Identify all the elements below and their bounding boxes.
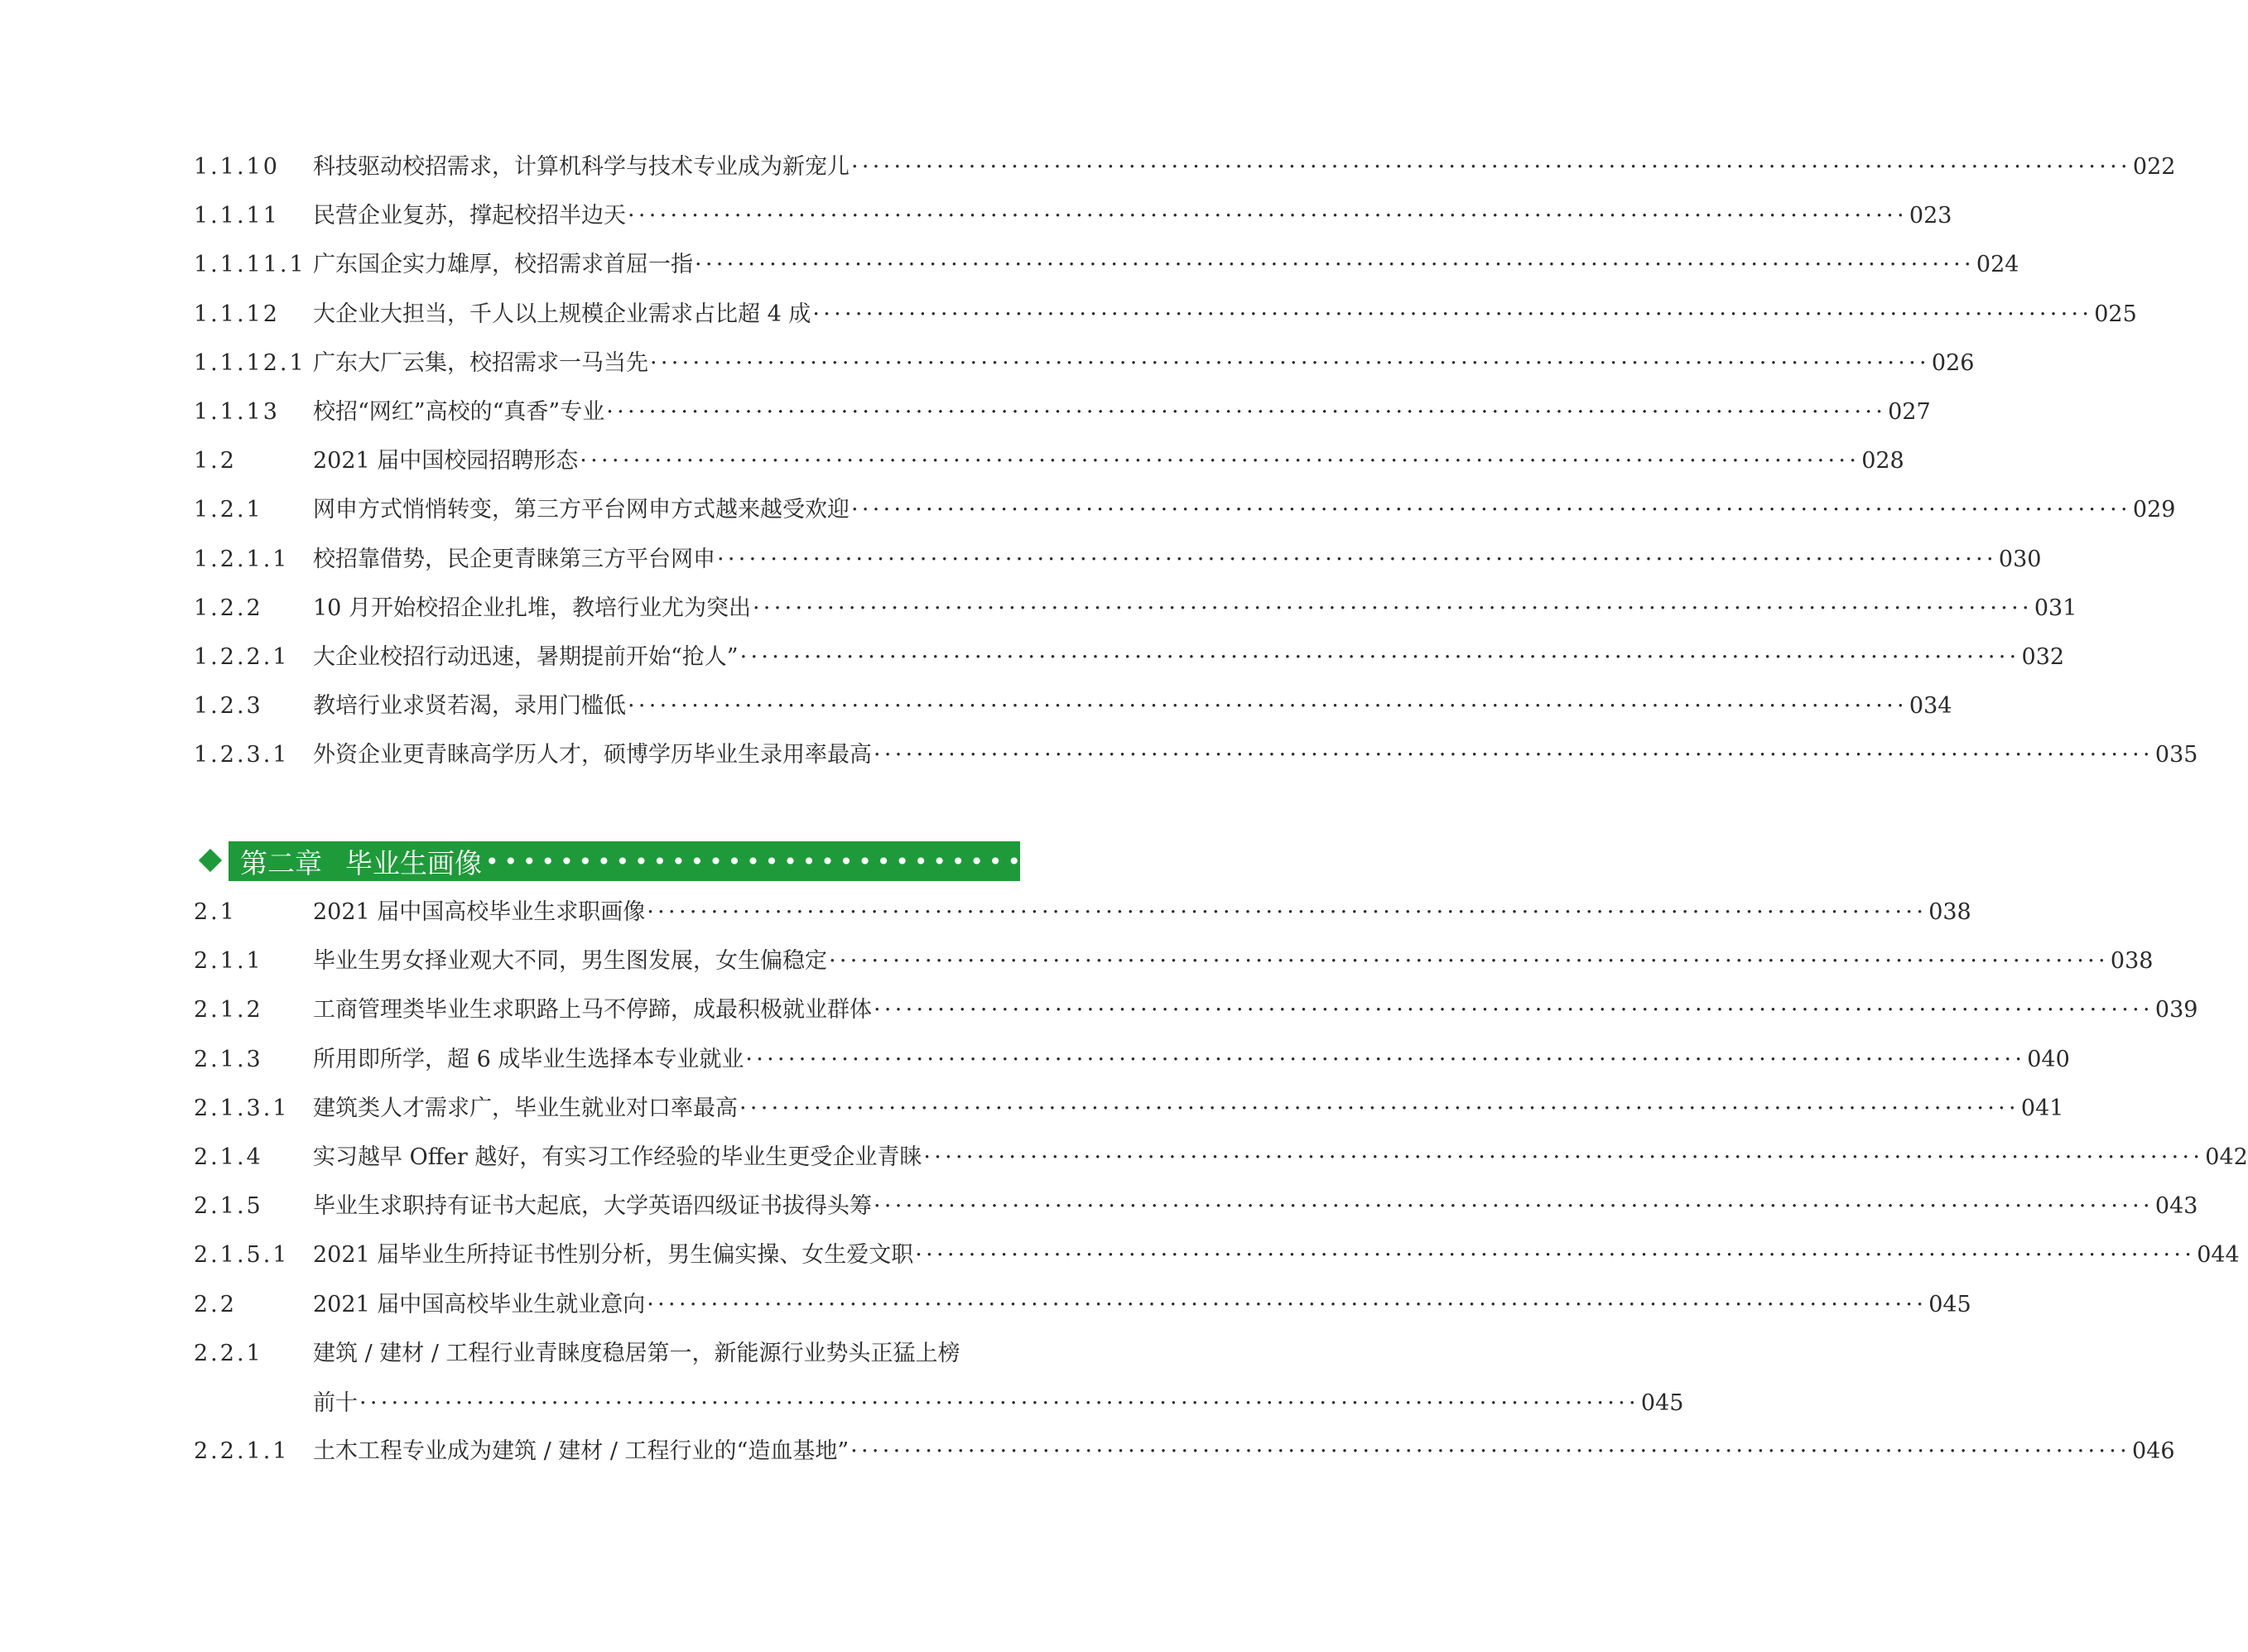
toc-dot-leader: ························································································································ <box>752 595 2033 621</box>
toc-entry-page: 041 <box>2020 1096 2064 1121</box>
toc-dot-leader: ························································································································ <box>647 1292 1928 1317</box>
toc-entry-continuation-line <box>313 1379 1684 1428</box>
toc-entry-title: 校招“网红”高校的“真香”专业 <box>313 399 605 425</box>
toc-entry[interactable] <box>0 730 2198 780</box>
toc-entry-number: 2.1.1 <box>194 948 263 974</box>
toc-entry-page: 045 <box>1640 1390 1684 1416</box>
toc-entry-line <box>313 388 1931 437</box>
toc-entry-line <box>313 584 2077 633</box>
toc-dot-leader: ························································································································ <box>580 448 1860 474</box>
toc-entry-number: 2.2.1.1 <box>194 1438 290 1464</box>
toc-entry-page: 043 <box>2154 1193 2198 1219</box>
toc-entry[interactable] <box>0 633 2065 682</box>
toc-entry-line <box>313 535 2042 585</box>
toc-entry[interactable] <box>0 1427 2175 1476</box>
toc-dot-leader: ························································································································ <box>851 497 2131 523</box>
toc-entry-title: 大企业大担当，千人以上规模企业需求占比超 4 成 <box>313 301 811 327</box>
toc-entry-line <box>313 985 2198 1035</box>
toc-entry-title: 实习越早 Offer 越好，有实习工作经验的毕业生更受企业青睐 <box>313 1144 922 1170</box>
toc-dot-leader: ························································································································ <box>850 1438 2131 1464</box>
toc-dot-leader: ························································································································ <box>650 350 1930 376</box>
toc-entry-line <box>313 1035 2070 1085</box>
toc-entry-page: 023 <box>1909 203 1952 229</box>
toc-entry[interactable] <box>0 682 1952 731</box>
toc-entry-title: 工商管理类毕业生求职路上马不停蹄，成最积极就业群体 <box>313 997 872 1023</box>
toc-entry[interactable] <box>0 240 2019 290</box>
toc-entry[interactable] <box>0 191 1952 241</box>
toc-dot-leader: ························································································································ <box>606 399 1887 425</box>
toc-dot-leader: ························································································································ <box>812 301 2093 327</box>
toc-entry-number: 1.1.11 <box>194 203 280 229</box>
toc-entry-line <box>313 1280 1971 1330</box>
toc-entry[interactable] <box>0 1231 2240 1280</box>
toc-entry-title: 2021 届毕业生所持证书性别分析，男生偏实操、女生爱文职 <box>313 1242 914 1268</box>
toc-entry-page: 022 <box>2132 154 2176 180</box>
toc-entry-line <box>313 436 1904 486</box>
toc-entry[interactable] <box>0 339 1975 388</box>
toc-entry-page: 045 <box>1928 1292 1971 1317</box>
toc-entry-number: 1.1.11.1 <box>194 252 306 277</box>
toc-entry-page: 027 <box>1888 399 1931 425</box>
toc-entry[interactable] <box>0 1035 2070 1085</box>
toc-entry-title: 毕业生男女择业观大不同，男生图发展，女生偏稳定 <box>313 948 827 974</box>
toc-entry-page: 034 <box>1909 693 1952 719</box>
toc-entry-title: 广东国企实力雄厚，校招需求首屈一指 <box>313 252 693 277</box>
toc-entry-page: 029 <box>2132 497 2176 523</box>
toc-entry-line <box>313 633 2065 682</box>
toc-entry-number: 1.2.2 <box>194 595 263 621</box>
toc-entry[interactable] <box>0 1133 2248 1182</box>
toc-dot-leader: ························································································································ <box>745 1047 2026 1072</box>
toc-entry-title: 土木工程专业成为建筑 / 建材 / 工程行业的“造血基地” <box>313 1438 850 1464</box>
toc-entry-line <box>313 937 2154 986</box>
toc-dot-leader: ························································································································ <box>628 693 1908 719</box>
toc-dot-leader: ························································································································ <box>717 547 1997 572</box>
toc-entry[interactable] <box>0 1182 2198 1231</box>
toc-entry-title: 建筑 / 建材 / 工程行业青睐度稳居第一，新能源行业势头正猛上榜 <box>313 1341 960 1366</box>
toc-entry-title: 2021 届中国高校毕业生就业意向 <box>313 1292 646 1317</box>
toc-entry-number: 2.2.1 <box>194 1341 263 1366</box>
toc-entry-title: 网申方式悄悄转变，第三方平台网申方式越来越受欢迎 <box>313 497 850 523</box>
toc-entry-number: 2.2 <box>194 1292 237 1317</box>
chapter-dot-leader: •••••••••••••••••••••••••••••••••••••••••••••••••••••••••••• <box>485 847 1604 875</box>
toc-entry-number: 1.2.3 <box>194 693 263 719</box>
toc-entry-number: 1.2 <box>194 448 237 474</box>
toc-entry-line <box>313 1182 2198 1231</box>
toc-entry-page: 035 <box>2154 742 2198 768</box>
toc-entry-number: 2.1.4 <box>194 1144 263 1170</box>
toc-entry[interactable] <box>0 1329 1684 1416</box>
chapter-bar <box>229 841 1659 881</box>
toc-entry-number: 1.2.1 <box>194 497 263 523</box>
toc-entry-number: 1.2.2.1 <box>194 644 290 670</box>
toc-entry-number: 1.1.10 <box>194 154 280 180</box>
toc-entry[interactable] <box>0 1084 2064 1134</box>
toc-entry-line <box>313 339 1975 388</box>
toc-entry-page: 039 <box>2154 997 2198 1023</box>
toc-dot-leader: ························································································································ <box>628 203 1908 229</box>
toc-dot-leader: ························································································································ <box>915 1242 2196 1268</box>
toc-entry-number: 2.1.5.1 <box>194 1242 290 1268</box>
toc-entry[interactable] <box>0 985 2198 1035</box>
toc-dot-leader: ························································································································ <box>647 899 1928 925</box>
toc-entry[interactable] <box>0 1280 1971 1330</box>
toc-entry-line <box>313 191 1952 241</box>
toc-entry-number: 1.1.13 <box>194 399 280 425</box>
toc-entry-page: 026 <box>1931 350 1975 376</box>
toc-entry-number: 1.2.1.1 <box>194 547 290 572</box>
toc-entry-line <box>313 730 2198 780</box>
toc-dot-leader: ························································································································ <box>851 154 2131 180</box>
toc-entry-title: 10 月开始校招企业扎堆，教培行业尤为突出 <box>313 595 751 621</box>
toc-entry-page: 028 <box>1861 448 1904 474</box>
chapter-page-number: 037 <box>1606 845 1659 878</box>
toc-entry-line <box>313 1084 2064 1134</box>
toc-entry-line <box>313 1427 2175 1476</box>
toc-entry-line <box>313 888 1971 937</box>
toc-entry-title: 广东大厂云集，校招需求一马当先 <box>313 350 648 376</box>
toc-entry-line <box>313 1231 2240 1280</box>
toc-entry-title: 所用即所学，超 6 成毕业生选择本专业就业 <box>313 1047 744 1072</box>
toc-entry-title: 建筑类人才需求广，毕业生就业对口率最高 <box>313 1096 738 1121</box>
toc-entry-line <box>313 290 2137 340</box>
toc-entry-title: 外资企业更青睐高学历人才，硕博学历毕业生录用率最高 <box>313 742 872 768</box>
toc-entry-number: 1.1.12.1 <box>194 350 306 376</box>
toc-entry-number: 2.1 <box>194 899 237 925</box>
toc-dot-leader: ························································································································ <box>739 644 2020 670</box>
toc-dot-leader: ························································································································ <box>874 997 2154 1023</box>
toc-dot-leader: ························································································································ <box>359 1390 1639 1416</box>
toc-entry-page: 038 <box>2110 948 2154 974</box>
toc-entry-page: 040 <box>2027 1047 2070 1072</box>
toc-entry-page: 044 <box>2197 1242 2240 1268</box>
toc-entry-line <box>313 682 1952 731</box>
toc-dot-leader: ························································································································ <box>829 948 2109 974</box>
toc-entry-number: 1.2.3.1 <box>194 742 290 768</box>
toc-entry-line <box>313 142 2176 192</box>
toc-entry-page: 032 <box>2021 644 2065 670</box>
toc-entry-number: 1.1.12 <box>194 301 280 327</box>
toc-entry[interactable] <box>0 436 1904 486</box>
chapter-title: 毕业生画像 <box>345 846 482 879</box>
toc-entry-page: 024 <box>1976 252 2019 277</box>
toc-entry-title: 民营企业复苏，撑起校招半边天 <box>313 203 626 229</box>
toc-entry-page: 031 <box>2034 595 2077 621</box>
toc-entry-line <box>313 1329 1018 1379</box>
toc-entry-title: 教培行业求贤若渴，录用门槛低 <box>313 693 626 719</box>
toc-dot-leader: ························································································································ <box>739 1096 2019 1121</box>
toc-entry[interactable] <box>0 290 2137 340</box>
toc-entry-title: 大企业校招行动迅速，暑期提前开始“抢人” <box>313 644 739 670</box>
toc-entry[interactable] <box>0 535 2042 585</box>
toc-dot-leader: ························································································································ <box>874 742 2154 768</box>
toc-entry[interactable] <box>0 584 2077 633</box>
toc-entry-title: 校招靠借势，民企更青睐第三方平台网申 <box>313 547 715 572</box>
diamond-icon <box>199 849 222 872</box>
toc-entry-number: 2.1.2 <box>194 997 263 1023</box>
toc-entry-title: 2021 届中国高校毕业生求职画像 <box>313 899 646 925</box>
toc-entry[interactable] <box>0 388 1931 437</box>
toc-entry[interactable] <box>0 888 1971 937</box>
toc-entry-page: 046 <box>2132 1438 2175 1464</box>
toc-entry[interactable] <box>0 937 2154 986</box>
toc-entry[interactable] <box>0 485 2176 535</box>
toc-entry-line <box>313 1133 2248 1182</box>
toc-entry-number: 2.1.3 <box>194 1047 263 1072</box>
toc-entry-title: 毕业生求职持有证书大起底，大学英语四级证书拔得头筹 <box>313 1193 872 1219</box>
toc-entry-page: 025 <box>2094 301 2137 327</box>
toc-dot-leader: ························································································································ <box>695 252 1975 277</box>
toc-entry-line <box>313 485 2176 535</box>
toc-entry-title: 2021 届中国校园招聘形态 <box>313 448 579 474</box>
toc-entry-title: 科技驱动校招需求，计算机科学与技术专业成为新宠儿 <box>313 154 850 180</box>
toc-dot-leader: ························································································································ <box>923 1144 2204 1170</box>
chapter-number: 第二章 <box>240 846 322 879</box>
toc-entry-page: 038 <box>1928 899 1971 925</box>
toc-entry-page: 042 <box>2205 1144 2248 1170</box>
toc-entry-title-continuation: 前十 <box>313 1390 358 1416</box>
chapter-heading[interactable] <box>195 841 1659 881</box>
toc-entry-page: 030 <box>1998 547 2042 572</box>
toc-entry-number: 2.1.3.1 <box>194 1096 290 1121</box>
toc-entry[interactable] <box>0 142 2176 192</box>
toc-dot-leader: ························································································································ <box>874 1193 2154 1219</box>
toc-entry-number: 2.1.5 <box>194 1193 263 1219</box>
toc-entry-line <box>313 240 2019 290</box>
